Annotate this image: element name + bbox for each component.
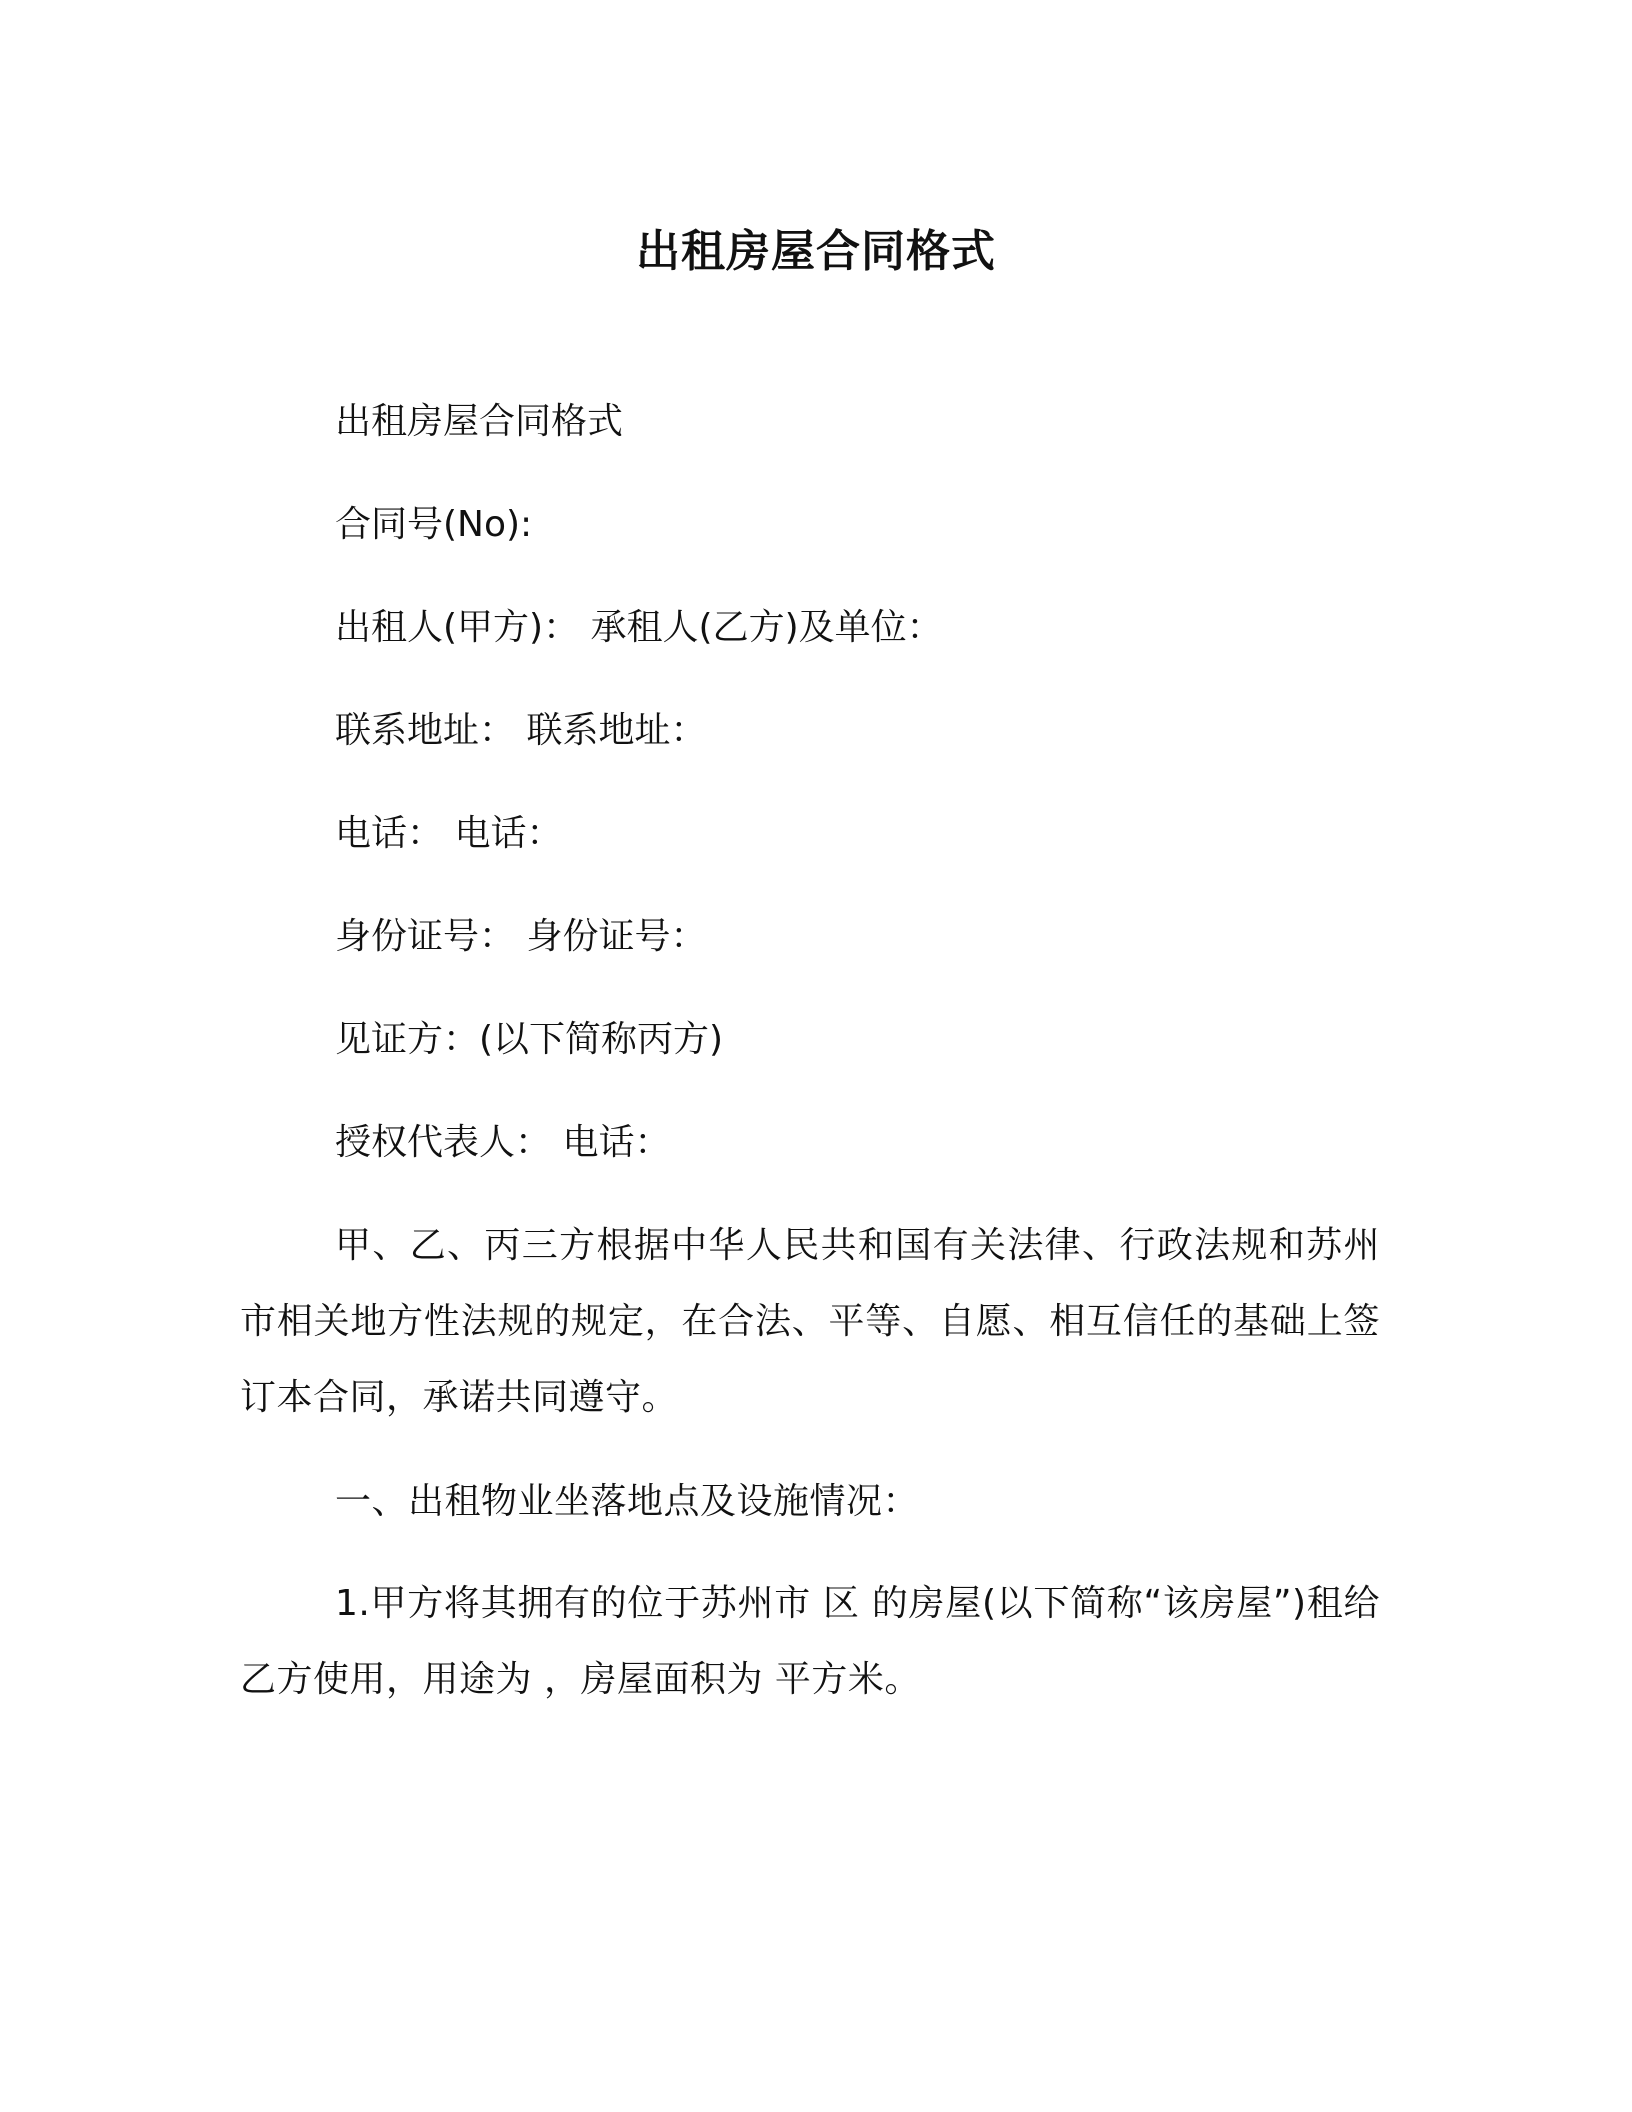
- document-title: 出租房屋合同格式: [636, 226, 996, 277]
- id-number-line: 身份证号： 身份证号：: [335, 916, 707, 957]
- parties-line: 出租人(甲方)： 承租人(乙方)及单位：: [335, 607, 943, 648]
- phone-line: 电话： 电话：: [335, 813, 563, 854]
- preamble-paragraph: 甲、乙、丙三方根据中华人民共和国有关法律、行政法规和苏州市相关地方性法规的规定，在合法、平等、自愿、相互信任的基础上签订本合同，承诺共同遵守。: [240, 1225, 1380, 1418]
- witness-line: 见证方：(以下简称丙方): [335, 1019, 724, 1060]
- clause-one-paragraph: 1.甲方将其拥有的位于苏州市 区 的房屋(以下简称“该房屋”)租给乙方使用，用途为 ，房屋面积为 平方米。: [240, 1583, 1380, 1700]
- section-one-heading: 一、出租物业坐落地点及设施情况：: [335, 1481, 920, 1522]
- contract-number-line: 合同号(No):: [335, 504, 533, 545]
- authorized-rep-line: 授权代表人： 电话：: [335, 1122, 671, 1163]
- address-line: 联系地址： 联系地址：: [335, 710, 707, 751]
- subtitle-line: 出租房屋合同格式: [335, 401, 624, 442]
